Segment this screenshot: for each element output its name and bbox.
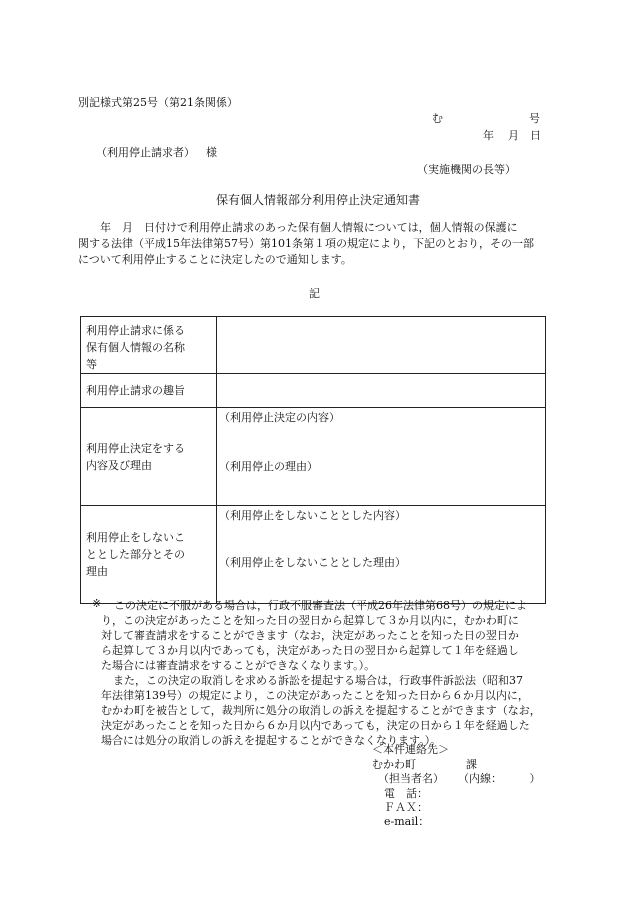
note-line: 決定があったことを知った日から６か月以内であっても，決定の日から１年を経過した (101, 719, 530, 732)
note-line: むかわ町を被告として，裁判所に処分の取消しの訴えを提起することができます（なお， (101, 704, 541, 717)
note-line: この決定に不服がある場合は，行政不服審査法（平成26年法律第68号）の規定によ (114, 599, 527, 612)
non-decision-content-label: （利用停止をしないこととした内容） (219, 509, 406, 522)
note-block-appeal-cont (101, 613, 571, 748)
date-month: 月 (508, 129, 519, 142)
date-year: 年 (483, 129, 494, 142)
row-value-non-decision[interactable] (217, 506, 546, 604)
doc-number-suffix: 号 (529, 112, 540, 125)
note-line: 対して審査請求をすることができます（なお，決定があったことを知った日の翌日か (101, 629, 519, 642)
contact-fax: ＦＡＸ： (384, 801, 428, 814)
row-value-info-name[interactable] (217, 317, 546, 374)
body-paragraph (78, 220, 548, 268)
note-line: 場合には処分の取消しの訴えを提起することができなくなります。）。 (101, 734, 442, 747)
note-line: り，この決定があったことを知った日の翌日から起算して３か月以内に，むかわ町に (101, 614, 519, 627)
contact-tel: 電 話： (384, 787, 428, 800)
table-row (81, 317, 546, 374)
form-reference: 別記様式第25号（第21条関係） (78, 96, 238, 109)
addressee-sama: 様 (206, 146, 217, 159)
contact-ka: 課 (466, 758, 477, 771)
ki-heading: 記 (309, 287, 320, 300)
date-day: 日 (530, 129, 541, 142)
decision-content-label: （利用停止決定の内容） (219, 411, 340, 424)
note-line: 年法律第139号）の規定により，この決定があったことを知った日から６か月以内に， (101, 689, 529, 702)
decision-table (80, 316, 546, 604)
note-line: また，この決定の取消しを求める訴訟を提起する場合は，行政事件訴訟法（昭和37 (113, 674, 523, 687)
row-value-purpose[interactable] (217, 374, 546, 408)
row-label-decision: 利用停止決定をする 内容及び理由 (81, 408, 217, 506)
row-label-non-decision: 利用停止をしないこ ととした部分とその 理由 (81, 506, 217, 604)
body-line: 年 月 日付けで利用停止請求のあった保有個人情報については，個人情報の保護に (100, 221, 518, 234)
row-value-decision[interactable] (217, 408, 546, 506)
body-line: について利用停止することに決定したので通知します。 (78, 253, 352, 266)
note-block-appeal (114, 598, 584, 613)
contact-extension: （内線： ） (458, 772, 541, 785)
issuer-label: （実施機関の長等） (417, 163, 516, 176)
body-line: 関する法律（平成15年法律第57号）第101条第１項の規定により，下記のとおり，その一部 (78, 237, 534, 250)
non-decision-reason-label: （利用停止をしないこととした理由） (219, 556, 406, 569)
note-line: ら起算して３か月以内であっても，決定があった日の翌日から起算して１年を経過し (101, 644, 519, 657)
row-label-info-name: 利用停止請求に係る 保有個人情報の名称 等 (81, 317, 217, 374)
note-line: た場合には審査請求をすることができなくなります。）。 (101, 659, 376, 672)
row-label-purpose: 利用停止請求の趣旨 (81, 374, 217, 408)
table-row (81, 374, 546, 408)
contact-header: ＜本件連絡先＞ (372, 743, 449, 756)
contact-town: むかわ町 (372, 758, 416, 771)
addressee-label: （利用停止請求者） (96, 146, 195, 159)
note-mark: ※ (92, 597, 102, 610)
document-title: 保有個人情報部分利用停止決定通知書 (216, 193, 421, 207)
contact-email: e-mail： (384, 815, 430, 828)
doc-number-prefix: む (432, 112, 443, 125)
table-row (81, 408, 546, 506)
decision-reason-label: （利用停止の理由） (219, 460, 318, 473)
table-row (81, 506, 546, 604)
contact-person: （担当者名） (378, 772, 444, 785)
